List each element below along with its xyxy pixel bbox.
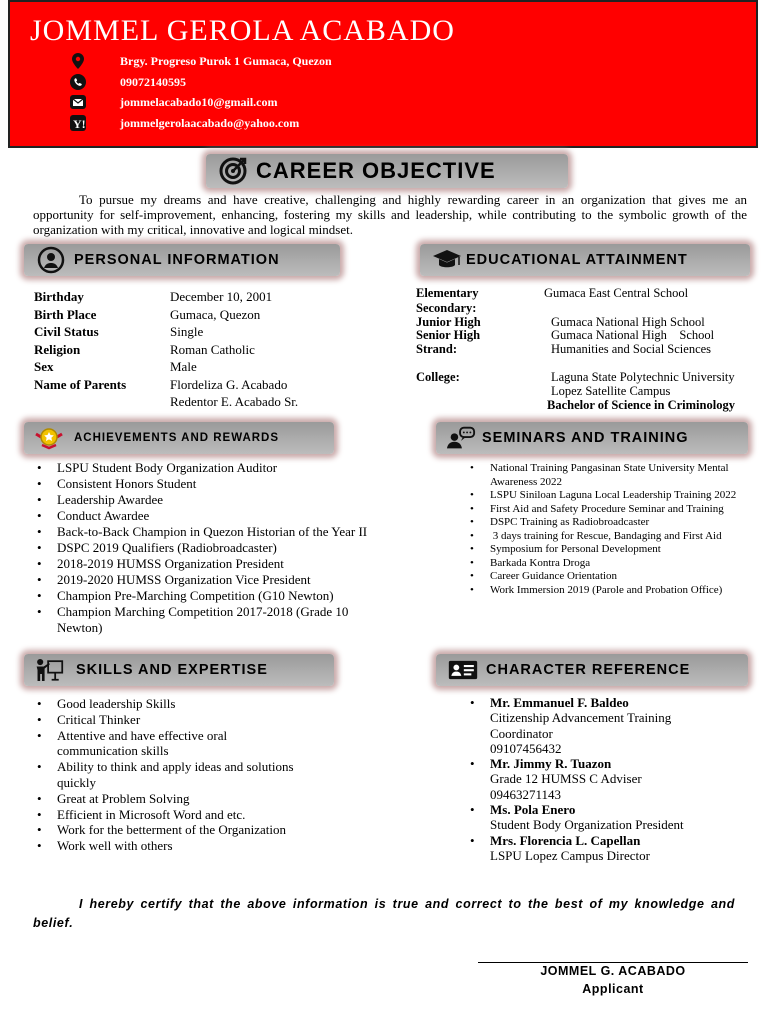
list-item: • Career Guidance Orientation <box>466 570 746 584</box>
personal-info-row <box>34 341 334 358</box>
list-item: • Conduct Awardee <box>33 508 383 524</box>
list-item: • DSPC Training as Radiobroadcaster <box>466 516 746 530</box>
achievements-banner <box>24 422 334 454</box>
skills-banner <box>24 654 334 686</box>
list-item: • Consistent Honors Student <box>33 476 383 492</box>
educational-attainment-banner <box>420 244 750 276</box>
reference-item <box>466 695 756 756</box>
list-item: • DSPC 2019 Qualifiers (Radiobroadcaster) <box>33 540 383 556</box>
degree: Bachelor of Science in Criminology <box>547 398 735 412</box>
seminars-banner <box>436 422 748 454</box>
list-item: • LSPU Siniloan Laguna Local Leadership Training 2022 <box>466 489 746 503</box>
info-label: Name of Parents <box>34 376 127 392</box>
list-item: • Work Immersion 2019 (Parole and Probation Office) <box>466 584 746 598</box>
senior-high-label: Senior High <box>416 328 481 342</box>
phone-icon <box>70 74 86 90</box>
list-item: • First Aid and Safety Procedure Seminar and Training <box>466 503 746 517</box>
svg-text:Y!: Y! <box>73 117 86 131</box>
info-value: Flordeliza G. Acabado <box>170 376 288 392</box>
reference-detail: Grade 12 HUMSS C Adviser <box>490 771 642 787</box>
reference-name: Mr. Emmanuel F. Baldeo <box>490 695 629 710</box>
user-circle-icon <box>36 245 66 275</box>
achievements-title: ACHIEVEMENTS AND REWARDS <box>74 432 280 444</box>
college-label: College: <box>416 370 460 384</box>
achievements-list <box>33 460 383 636</box>
reference-list <box>466 695 756 863</box>
senior-high-value: Gumaca National High School <box>551 328 715 342</box>
personal-info-row <box>34 323 334 340</box>
award-badge-icon <box>34 423 64 453</box>
yahoo-text: jommelgerolaacabado@yahoo.com <box>120 115 300 130</box>
list-item: • LSPU Student Body Organization Auditor <box>33 460 383 476</box>
gmail-text: jommelacabado10@gmail.com <box>120 94 278 109</box>
personal-info-row <box>34 393 334 410</box>
career-objective-banner <box>206 154 568 188</box>
phone-row <box>70 73 186 91</box>
strand-value: Humanities and Social Sciences <box>551 342 712 356</box>
reference-detail: Citizenship Advancement Training <box>490 710 672 726</box>
list-item: • Back-to-Back Champion in Quezon Historian of the Year II <box>33 524 383 540</box>
presenter-board-icon <box>34 655 64 685</box>
info-value: December 10, 2001 <box>170 289 273 304</box>
signature-role: Applicant <box>582 982 644 996</box>
list-item: • Symposium for Personal Development <box>466 543 746 557</box>
list-item: • Great at Problem Solving <box>33 791 338 807</box>
reference-phone: 09463271143 <box>490 786 562 802</box>
reference-item <box>466 756 756 802</box>
list-item: • Ability to think and apply ideas and solutions quickly <box>33 759 317 791</box>
reference-item <box>466 802 756 833</box>
reference-name: Ms. Pola Enero <box>490 802 576 818</box>
address-text: Brgy. Progreso Purok 1 Gumaca, Quezon <box>120 53 332 68</box>
character-reference-title: CHARACTER REFERENCE <box>486 662 691 678</box>
reference-detail: Student Body Organization President <box>490 817 684 833</box>
elementary-value: Gumaca East Central School <box>544 286 689 300</box>
phone-text: 09072140595 <box>120 74 186 89</box>
elementary-label: Elementary <box>416 286 479 300</box>
list-item: • Work well with others <box>33 838 338 854</box>
list-item: • 2018-2019 HUMSS Organization President <box>33 556 383 572</box>
reference-detail: LSPU Lopez Campus Director <box>490 847 650 863</box>
list-item: • National Training Pangasinan State University Mental Awareness 2022 <box>466 462 746 489</box>
list-item: • Leadership Awardee <box>33 492 383 508</box>
location-pin-icon <box>70 53 86 69</box>
personal-info-row <box>34 376 334 393</box>
signature-name: JOMMEL G. ACABADO <box>540 964 686 978</box>
list-item: • Champion Pre-Marching Competition (G10 Newton) <box>33 588 383 604</box>
target-icon <box>218 156 248 186</box>
skills-list <box>33 696 338 854</box>
seminars-title: SEMINARS AND TRAINING <box>482 430 689 446</box>
yahoo-icon <box>70 115 86 131</box>
id-card-icon <box>448 655 478 685</box>
info-label: Religion <box>34 341 81 357</box>
gmail-row <box>70 93 277 111</box>
career-objective-title: CAREER OBJECTIVE <box>256 158 496 183</box>
personal-information-banner <box>24 244 340 276</box>
junior-high-label: Junior High <box>416 315 481 329</box>
email-icon <box>70 94 86 110</box>
applicant-name: JOMMEL GEROLA ACABADO <box>30 14 455 47</box>
personal-info-table <box>34 288 334 413</box>
strand-label: Strand: <box>416 342 457 356</box>
reference-name: Mrs. Florencia L. Capellan <box>490 832 641 848</box>
list-item: • Champion Marching Competition 2017-2018 (Grade 10 Newton) <box>33 604 383 636</box>
personal-info-row <box>34 288 334 305</box>
career-objective-text: To pursue my dreams and have creative, challenging and highly rewarding career in an organization that gives me an opportunity for self-improvement, enhancing, fostering my skills and leadership, while contributing to the symbolic growth of the organization with my critical, innovative and logical mindset. <box>33 192 747 237</box>
signature-line <box>478 962 748 963</box>
list-item: • 3 days training for Rescue, Bandaging and First Aid <box>466 530 746 544</box>
info-value: Male <box>170 359 197 374</box>
info-value: Gumaca, Quezon <box>170 306 261 322</box>
personal-information-title: PERSONAL INFORMATION <box>74 252 280 268</box>
education-table <box>416 286 761 416</box>
info-label: Birthday <box>34 289 84 304</box>
list-item: • Good leadership Skills <box>33 696 338 712</box>
list-item: • 2019-2020 HUMSS Organization Vice President <box>33 572 383 588</box>
skills-title: SKILLS AND EXPERTISE <box>76 662 268 678</box>
info-value: Single <box>170 324 204 339</box>
reference-name: Mr. Jimmy R. Tuazon <box>490 756 612 772</box>
seminars-list <box>466 462 746 597</box>
reference-item <box>466 833 756 864</box>
list-item: • Efficient in Microsoft Word and etc. <box>33 807 338 823</box>
educational-attainment-title: EDUCATIONAL ATTAINMENT <box>466 252 688 268</box>
yahoo-row <box>70 114 299 132</box>
junior-high-value: Gumaca National High School <box>551 315 705 329</box>
certification-statement: I hereby certify that the above information is true and correct to the best of my knowledge and belief. <box>33 897 735 930</box>
reference-phone: 09107456432 <box>490 740 562 756</box>
info-label: Civil Status <box>34 324 99 339</box>
address-row <box>70 52 332 70</box>
list-item: • Barkada Kontra Droga <box>466 557 746 571</box>
info-label: Birth Place <box>34 306 97 322</box>
college-value-line2: Lopez Satellite Campus <box>551 384 671 398</box>
speech-bubble-person-icon <box>446 423 476 453</box>
personal-info-row <box>34 306 334 323</box>
list-item: • Work for the betterment of the Organization <box>33 822 338 838</box>
info-label: Sex <box>34 359 54 374</box>
list-item: • Attentive and have effective oral communication skills <box>33 728 257 760</box>
college-value-line1: Laguna State Polytechnic University <box>551 370 735 384</box>
info-value: Redentor E. Acabado Sr. <box>170 394 299 409</box>
info-value: Roman Catholic <box>170 341 255 357</box>
secondary-label: Secondary: <box>416 301 477 315</box>
personal-info-row <box>34 358 334 375</box>
graduation-cap-icon <box>432 245 462 275</box>
list-item: • Critical Thinker <box>33 712 338 728</box>
character-reference-banner <box>436 654 748 686</box>
reference-detail: Coordinator <box>490 725 553 741</box>
